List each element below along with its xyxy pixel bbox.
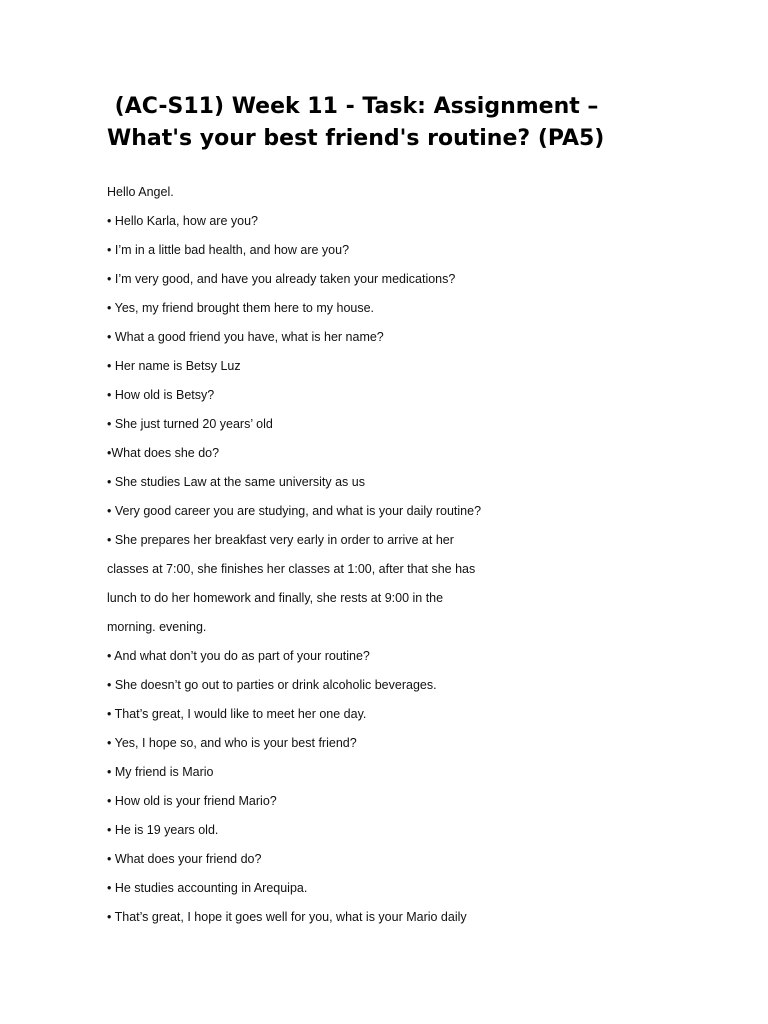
text-line: morning. evening.: [107, 620, 207, 634]
text-line: •What does she do?: [107, 446, 220, 460]
text-line: • Hello Karla, how are you?: [107, 214, 258, 228]
text-line: • What a good friend you have, what is her name?: [107, 330, 384, 344]
text-line: • That’s great, I would like to meet her one day.: [107, 707, 367, 721]
text-line: Hello Angel.: [107, 185, 174, 199]
text-line: • I’m in a little bad health, and how are you?: [107, 243, 350, 257]
text-line: • Very good career you are studying, and what is your daily routine?: [107, 504, 482, 518]
text-line: • She just turned 20 years’ old: [107, 417, 273, 431]
dialogue-text: [107, 178, 727, 932]
title-line-1: (AC-S11) Week 11 - Task: Assignment –: [107, 94, 599, 119]
text-line: • She prepares her breakfast very early in order to arrive at her: [107, 533, 454, 547]
text-line: • Yes, I hope so, and who is your best friend?: [107, 736, 357, 750]
text-line: • How old is your friend Mario?: [107, 794, 277, 808]
text-line: • She studies Law at the same university as us: [107, 475, 365, 489]
text-line: • My friend is Mario: [107, 765, 214, 779]
text-line: • Yes, my friend brought them here to my house.: [107, 301, 375, 315]
text-line: • That’s great, I hope it goes well for you, what is your Mario daily: [107, 910, 467, 924]
text-line: • And what don’t you do as part of your routine?: [107, 649, 370, 663]
document-title: [107, 91, 707, 155]
text-line: • I’m very good, and have you already taken your medications?: [107, 272, 456, 286]
text-line: • How old is Betsy?: [107, 388, 215, 402]
title-line-2: What's your best friend's routine? (PA5): [107, 126, 605, 151]
text-line: • Her name is Betsy Luz: [107, 359, 241, 373]
text-line: • She doesn’t go out to parties or drink alcoholic beverages.: [107, 678, 437, 692]
text-line: • He is 19 years old.: [107, 823, 219, 837]
text-line: classes at 7:00, she finishes her classes at 1:00, after that she has: [107, 562, 476, 576]
text-line: • He studies accounting in Arequipa.: [107, 881, 308, 895]
text-line: lunch to do her homework and finally, she rests at 9:00 in the: [107, 591, 444, 605]
text-line: • What does your friend do?: [107, 852, 262, 866]
